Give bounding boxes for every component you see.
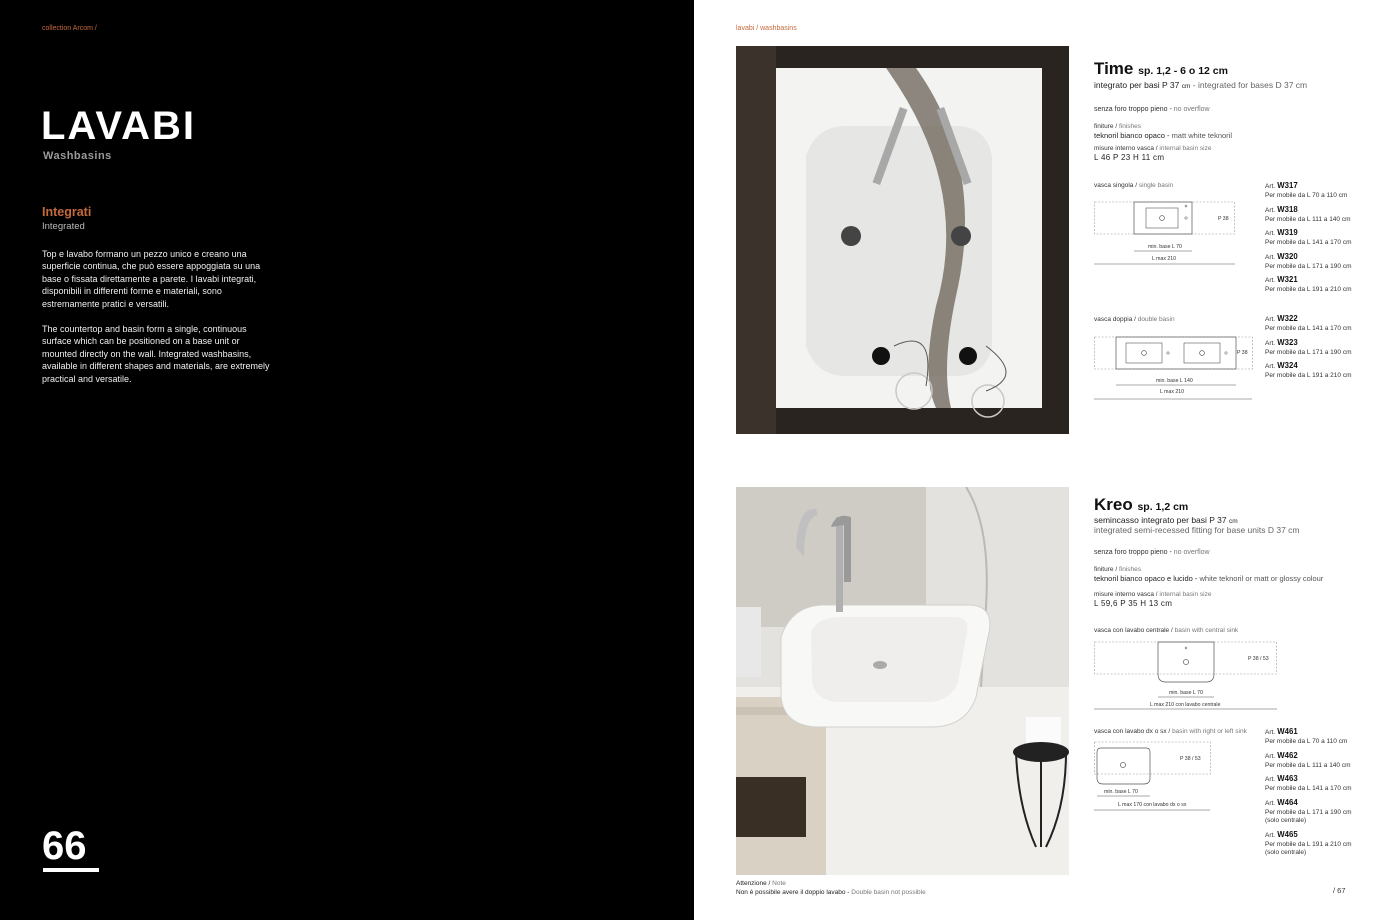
- kreo-side-max: L max 170 con lavabo dx o sx: [1118, 802, 1187, 808]
- kreo-finish: teknoril bianco opaco e lucido - white teknoril or matt or glossy colour: [1094, 574, 1324, 583]
- note-text: Non è possibile avere il doppio lavabo - Double basin not possible: [736, 889, 926, 896]
- article-desc: Per mobile da L 191 a 210 cm: [1265, 372, 1352, 379]
- time-double-max: L max 210: [1160, 389, 1185, 395]
- article-item[interactable]: Art. W318 Per mobile da L 111 a 140 cm: [1265, 205, 1375, 225]
- time-double-depth: P 38: [1237, 350, 1248, 356]
- article-desc: Per mobile da L 191 a 210 cm: [1265, 286, 1352, 293]
- article-desc: Per mobile da L 141 a 170 cm: [1265, 239, 1352, 246]
- article-desc: Per mobile da L 141 a 170 cm: [1265, 785, 1352, 792]
- article-desc: Per mobile da L 141 a 170 cm: [1265, 325, 1352, 332]
- article-desc: Per mobile da L 191 a 210 cm: [1265, 840, 1352, 848]
- article-desc: Per mobile da L 171 a 190 cm: [1265, 262, 1352, 270]
- article-desc: Per mobile da L 111 a 140 cm: [1265, 215, 1351, 223]
- section-title: Integrati: [42, 205, 92, 219]
- kreo-central-diagram: [1094, 640, 1278, 710]
- article-desc: Per mobile da L 171 a 190 cm: [1265, 808, 1352, 816]
- article-desc: Per mobile da L 111 a 140 cm: [1265, 761, 1351, 769]
- article-code: W319: [1277, 228, 1298, 237]
- kreo-central-max: L max 210 con lavabo centrale: [1150, 702, 1221, 708]
- time-single-articles: [1265, 181, 1375, 299]
- description-it: Top e lavabo formano un pezzo unico e creano una superficie continua, che può essere appoggiata su una base o fissata direttamente a parete. I lavabi integrati, disponibili in differenti forme e materiali, sono estremamente pratici e versatili.: [42, 249, 261, 309]
- breadcrumb-left[interactable]: collection Arcom /: [42, 25, 97, 32]
- article-code: W464: [1277, 797, 1298, 807]
- time-name: Time: [1094, 59, 1134, 78]
- kreo-name: Kreo: [1094, 495, 1133, 514]
- kreo-integration-en: integrated semi-recessed fitting for base units D 37 cm: [1094, 525, 1300, 535]
- article-code: W321: [1277, 275, 1298, 284]
- article-desc: Per mobile da L 70 a 110 cm: [1265, 192, 1348, 199]
- page-subtitle: Washbasins: [43, 150, 112, 162]
- time-size-value: L 46 P 23 H 11 cm: [1094, 153, 1165, 162]
- article-code: W322: [1277, 314, 1298, 323]
- page-number-underline: [43, 868, 99, 872]
- time-double-min: min. base L 140: [1156, 378, 1193, 384]
- kreo-product-photo: [736, 487, 1069, 875]
- kreo-thickness: sp. 1,2 cm: [1137, 501, 1189, 513]
- kreo-central-label: vasca con lavabo centrale / basin with central sink: [1094, 627, 1239, 634]
- section-subtitle: Integrated: [42, 221, 85, 232]
- time-single-label: vasca singola / single basin: [1094, 182, 1174, 189]
- breadcrumb-right[interactable]: lavabi / washbasins: [736, 25, 797, 32]
- article-code: W317: [1277, 181, 1298, 190]
- article-desc: Per mobile da L 70 a 110 cm: [1265, 738, 1348, 745]
- article-item[interactable]: Art. W464 Per mobile da L 171 a 190 cm (solo centrale): [1265, 798, 1375, 826]
- time-overflow: senza foro troppo pieno - no overflow: [1094, 106, 1210, 113]
- time-single-min: min. base L 70: [1148, 244, 1182, 250]
- kreo-title: [1094, 495, 1188, 515]
- kreo-finish-label: finiture / finishes: [1094, 566, 1141, 573]
- kreo-side-depth: P 38 / 53: [1180, 756, 1201, 762]
- time-thickness: sp. 1,2 - 6 o 12 cm: [1138, 65, 1228, 77]
- article-item[interactable]: Art. W319 Per mobile da L 141 a 170 cm: [1265, 228, 1375, 248]
- article-item[interactable]: Art. W323 Per mobile da L 171 a 190 cm: [1265, 338, 1375, 358]
- kreo-side-diagram: [1094, 742, 1214, 812]
- article-item[interactable]: Art. W461 Per mobile da L 70 a 110 cm: [1265, 727, 1375, 747]
- time-single-diagram: [1094, 198, 1236, 266]
- article-item[interactable]: Art. W463 Per mobile da L 141 a 170 cm: [1265, 774, 1375, 794]
- time-product-photo: [736, 46, 1069, 434]
- article-note: (solo centrale): [1265, 817, 1307, 824]
- note-heading: Attenzione / Note: [736, 880, 786, 887]
- kreo-side-min: min. base L 70: [1104, 789, 1138, 795]
- article-item[interactable]: Art. W322 Per mobile da L 141 a 170 cm: [1265, 314, 1375, 334]
- article-note: (solo centrale): [1265, 849, 1307, 856]
- time-single-depth: P 38: [1218, 216, 1229, 222]
- time-double-diagram: [1094, 333, 1254, 401]
- kreo-central-min: min. base L 70: [1169, 690, 1203, 696]
- article-item[interactable]: Art. W320 Per mobile da L 171 a 190 cm: [1265, 252, 1375, 272]
- time-size-label: misure interno vasca / internal basin size: [1094, 145, 1212, 152]
- article-code: W324: [1277, 361, 1298, 370]
- kreo-overflow: senza foro troppo pieno - no overflow: [1094, 549, 1210, 556]
- page-number-left: 66: [42, 824, 87, 868]
- article-item[interactable]: Art. W465 Per mobile da L 191 a 210 cm (solo centrale): [1265, 830, 1375, 858]
- kreo-articles: [1265, 727, 1375, 862]
- article-desc: Per mobile da L 171 a 190 cm: [1265, 348, 1352, 356]
- article-code: W461: [1277, 727, 1298, 736]
- description-en: The countertop and basin form a single, continuous surface which can be positioned on a base unit or mounted directly on the wall. Integrated washbasins, available in different shapes and materials, are extremely practical and versatile.: [42, 324, 270, 384]
- article-code: W465: [1277, 829, 1298, 839]
- kreo-size-value: L 59,6 P 35 H 13 cm: [1094, 599, 1173, 608]
- time-integration: integrato per basi P 37 cm - integrated for bases D 37 cm: [1094, 80, 1308, 90]
- time-finish-label: finiture / finishes: [1094, 123, 1141, 130]
- article-item[interactable]: Art. W462 Per mobile da L 111 a 140 cm: [1265, 751, 1375, 771]
- kreo-central-depth: P 38 / 53: [1248, 656, 1269, 662]
- page-title: LAVABI: [41, 104, 196, 148]
- kreo-size-label: misure interno vasca / internal basin size: [1094, 591, 1212, 598]
- time-title: [1094, 59, 1228, 79]
- article-item[interactable]: Art. W321 Per mobile da L 191 a 210 cm: [1265, 275, 1375, 295]
- article-code: W318: [1277, 204, 1298, 214]
- kreo-integration-it: semincasso integrato per basi P 37 cm: [1094, 515, 1238, 525]
- page-number-right: / 67: [1333, 886, 1346, 895]
- time-finish: teknoril bianco opaco - matt white teknoril: [1094, 131, 1233, 140]
- article-item[interactable]: Art. W324 Per mobile da L 191 a 210 cm: [1265, 361, 1375, 381]
- kreo-side-label: vasca con lavabo dx o sx / basin with right or left sink: [1094, 728, 1247, 735]
- article-code: W320: [1277, 251, 1298, 261]
- time-double-articles: [1265, 314, 1375, 385]
- time-double-label: vasca doppia / double basin: [1094, 316, 1175, 323]
- article-code: W323: [1277, 337, 1298, 347]
- time-single-max: L max 210: [1152, 256, 1177, 262]
- article-code: W462: [1277, 750, 1298, 760]
- article-code: W463: [1277, 774, 1298, 783]
- article-item[interactable]: Art. W317 Per mobile da L 70 a 110 cm: [1265, 181, 1375, 201]
